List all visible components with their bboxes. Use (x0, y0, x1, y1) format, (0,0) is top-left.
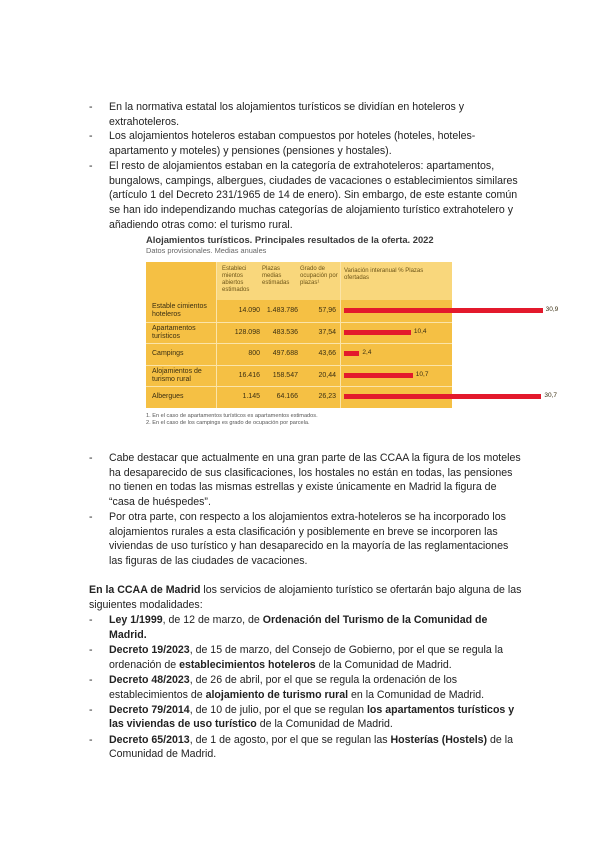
list-item (89, 733, 521, 762)
list-item (89, 643, 521, 672)
law-subject: Hosterías (Hostels) (390, 733, 488, 746)
cell-occupancy: 26,23 (318, 393, 336, 401)
madrid-regulations-list (89, 613, 521, 763)
intro-bullet-list (89, 100, 521, 232)
cell-establishments: 800 (248, 350, 260, 358)
list-item: - Por otra parte, con respecto a los alojamientos extra-hoteleros se ha incorporado los alojamientos rurales a esta clasificación y posiblemente en breve se incorporen las viviendas de uso turístico y han desaparecido en la mayoría de las reglamentaciones las figuras de las ciudades de vacaciones. (89, 510, 521, 569)
law-subject: establecimientos hoteleros (179, 658, 316, 671)
law-text: , de 1 de agosto, por el que se regulan las (189, 733, 391, 746)
law-text: de la Comunidad de Madrid. (109, 733, 514, 761)
figure-note: 2. En el caso de los campings es grado de ocupación por parcela. (146, 420, 310, 426)
law-subject: alojamiento de turismo rural (205, 688, 349, 701)
law-name: Decreto 79/2014 (109, 703, 190, 716)
list-item (89, 613, 521, 642)
cell-places: 158.547 (272, 371, 298, 379)
list-item: - En la normativa estatal los alojamientos turísticos se dividían en hoteleros y extrahoteleros. (89, 100, 521, 129)
statistics-figure (146, 234, 559, 434)
bar (344, 330, 411, 335)
row-label: Albergues (152, 393, 184, 401)
bar-value-label: 30,9 (545, 306, 559, 313)
law-text: en la Comunidad de Madrid. (348, 688, 485, 701)
list-item (89, 673, 521, 702)
figure-subtitle: Datos provisionales. Medias anuales (146, 246, 267, 255)
bar (344, 351, 359, 356)
header-places: Plazas medias estimadas (262, 266, 290, 286)
bar (344, 394, 541, 399)
law-name: Ley 1/1999 (109, 614, 163, 626)
cell-establishments: 16.416 (238, 371, 260, 379)
law-name: Decreto 65/2013 (109, 733, 190, 746)
cell-establishments: 1.145 (242, 393, 260, 401)
cell-occupancy: 57,96 (318, 307, 336, 314)
law-name: Decreto 19/2023 (109, 643, 190, 656)
bar (344, 308, 543, 313)
law-text: , de 26 de abril, por el que se regula la ordenación de los establecimientos de (109, 673, 458, 701)
law-text: , de 12 de marzo, de (162, 614, 263, 626)
law-text: , de 10 de julio, por el que se regulan (189, 703, 367, 716)
madrid-intro (89, 583, 525, 612)
bar (344, 373, 413, 378)
cell-establishments: 14.090 (238, 307, 260, 314)
list-item (89, 703, 521, 732)
bar-value-label: 30,7 (544, 392, 557, 400)
cell-establishments: 128.098 (234, 328, 260, 336)
cell-occupancy: 43,66 (318, 350, 336, 358)
law-text: de la Comunidad de Madrid. (315, 658, 452, 671)
law-subject: Ordenación del Turismo de la Comunidad de Madrid. (109, 614, 488, 641)
header-share: Variación interanual % Plazas ofertadas (344, 268, 424, 281)
figure-note: 1. En el caso de apartamentos turísticos es apartamentos estimados. (146, 413, 318, 419)
row-divider (146, 386, 452, 387)
cell-places: 483.536 (272, 328, 298, 336)
cell-occupancy: 37,54 (318, 328, 336, 336)
law-text: de la Comunidad de Madrid. (256, 718, 393, 731)
row-label: Campings (152, 350, 184, 358)
row-label: Alojamientos de turismo rural (152, 367, 202, 383)
header-establishments: Estableci mientos abiertos estimados (222, 266, 250, 293)
law-subject: los apartamentos turísticos y las viviendas de uso turístico (109, 703, 515, 731)
row-divider (146, 322, 452, 323)
list-item: - Los alojamientos hoteleros estaban compuestos por hoteles (hoteles, hoteles-apartamento y moteles) y pensiones (pensiones y hostales). (89, 129, 521, 158)
row-divider (146, 343, 452, 344)
cell-occupancy: 20,44 (318, 371, 336, 379)
cell-places: 497.688 (272, 350, 298, 358)
bar-value-label: 10,7 (415, 370, 429, 378)
row-label: Estable cimientos hoteleros (152, 303, 207, 318)
cell-places: 64.166 (276, 393, 298, 401)
header-occupancy: Grado de ocupación por plazas¹ (300, 266, 338, 286)
bar-value-label: 2,4 (362, 349, 372, 357)
list-item: - Cabe destacar que actualmente en una gran parte de las CCAA la figura de los moteles ha desaparecido de sus clasificaciones, los hostales no están en todas, las pensiones no tienen en todas las mismas estrellas y existe únicamente en Madrid la figura de “casa de huéspedes”. (89, 451, 521, 510)
list-item: - El resto de alojamientos estaban en la categoría de extrahoteleros: apartamentos, bungalows, campings, albergues, ciudades de vacaciones o establecimientos similares (artículo 1 del Decreto 231/1965 de 14 de enero). Sin embargo, de este estante común se han ido independizando muchas categorías de alojamiento turístico extrahotelero y añadiendo otras como: el turismo rural. (89, 159, 521, 233)
madrid-intro-bold: En la CCAA de Madrid (89, 584, 201, 596)
law-name: Decreto 48/2023 (109, 673, 190, 686)
middle-bullet-list (89, 451, 521, 569)
cell-places: 1.483.786 (266, 307, 298, 314)
law-text: , de 15 de marzo, del Consejo de Gobierno, por el que se regula la ordenación de (109, 643, 503, 671)
figure-title: Alojamientos turísticos. Principales resultados de la oferta. 2022 (146, 234, 434, 245)
madrid-intro-text: los servicios de alojamiento turístico se ofertarán bajo alguna de las siguientes modalidades: (89, 584, 522, 611)
row-label: Apartamentos turísticos (152, 324, 196, 340)
row-divider (146, 365, 452, 366)
bar-value-label: 10,4 (413, 327, 427, 335)
